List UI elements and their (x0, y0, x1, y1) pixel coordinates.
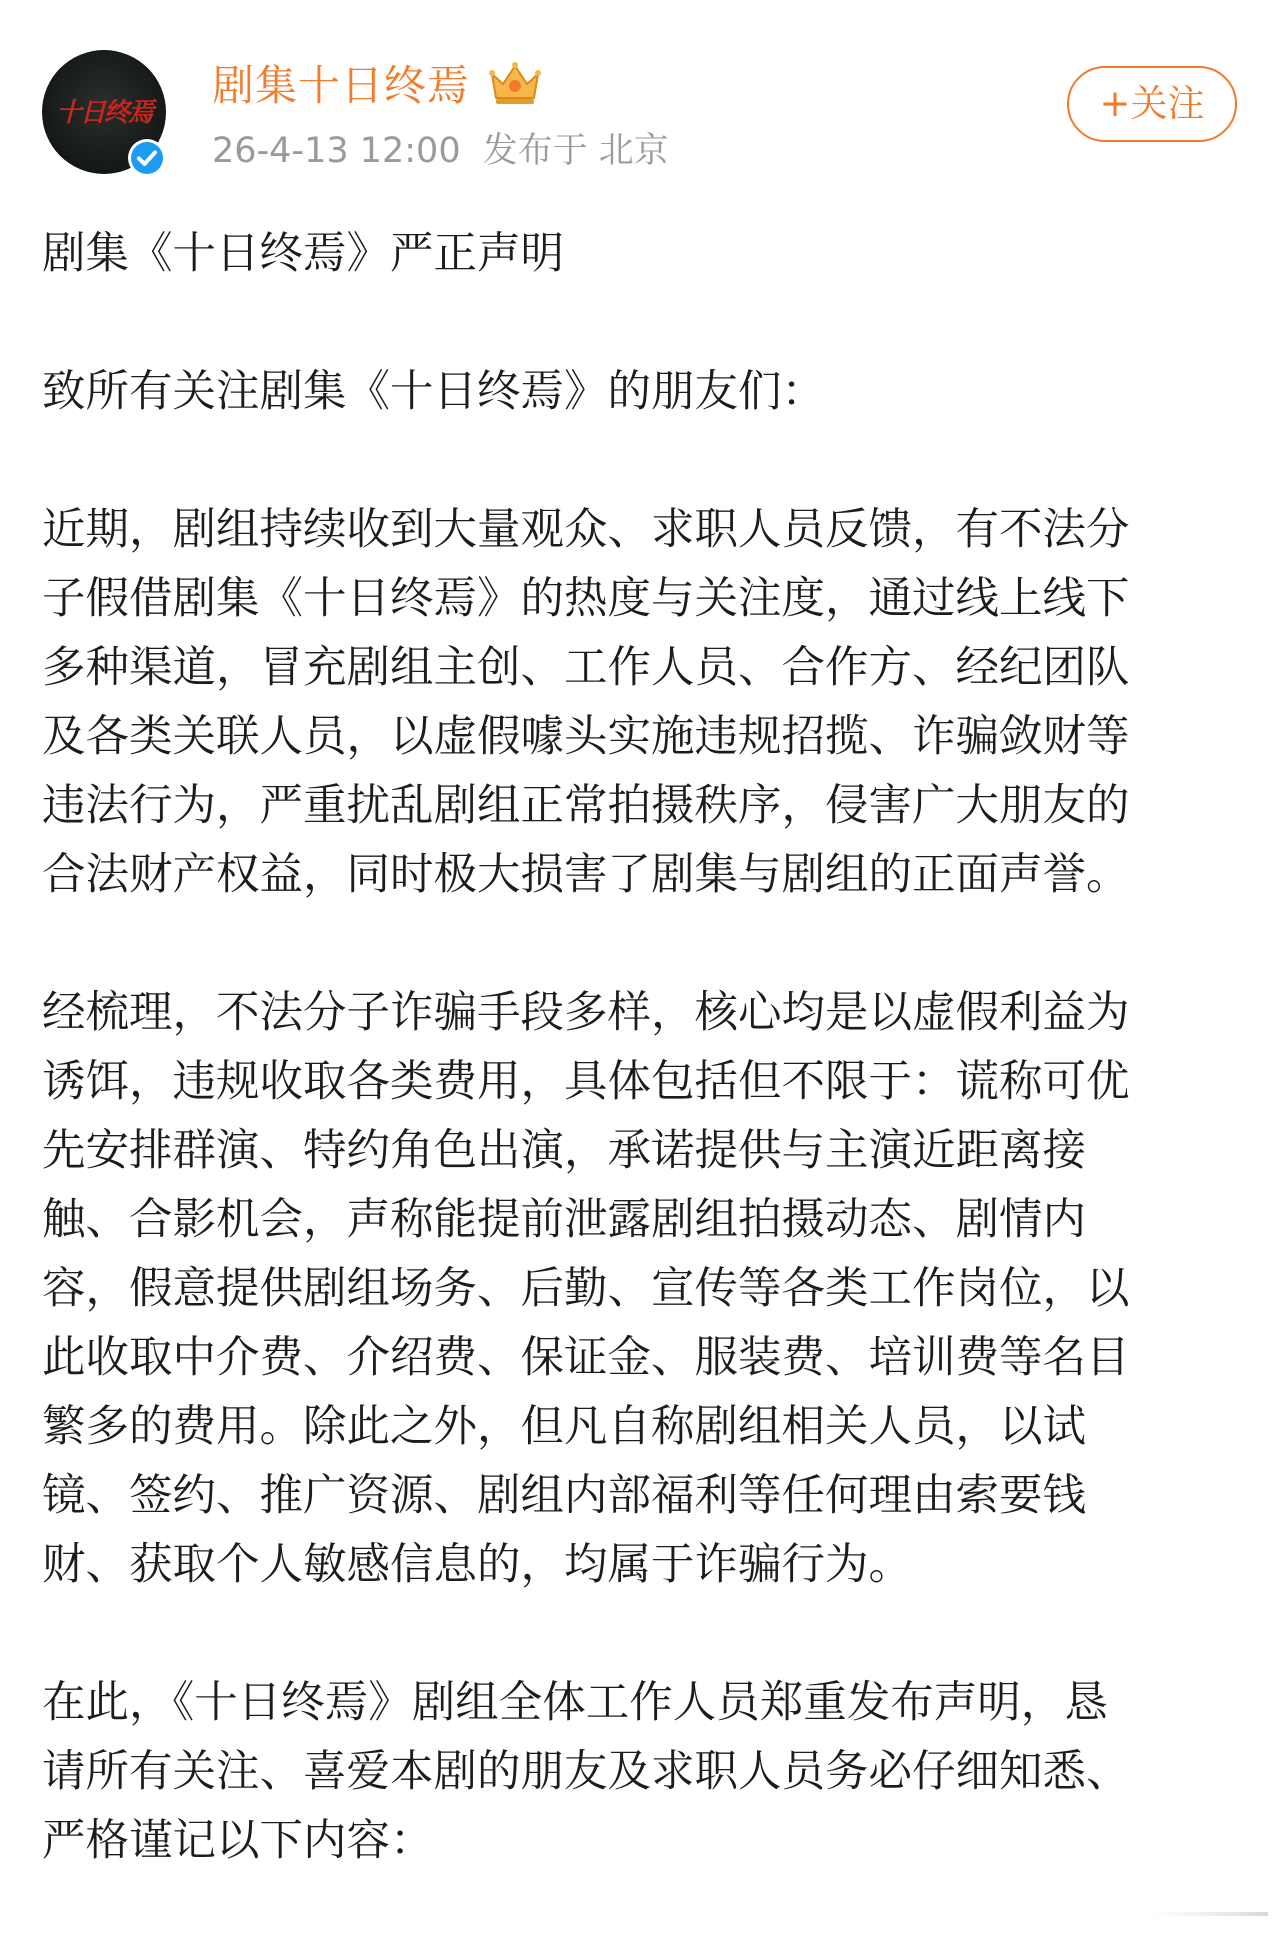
post-location: 发布于 北京 (482, 131, 669, 171)
text-line: 子假借剧集《十日终焉》的热度与关注度，通过线上线下 (42, 574, 1130, 624)
text-line: 请所有关注、喜爱本剧的朋友及求职人员务必仔细知悉、 (42, 1747, 1130, 1797)
text-line: 严格谨记以下内容： (42, 1816, 434, 1866)
text-line: 近期，剧组持续收到大量观众、求职人员反馈，有不法分 (42, 505, 1130, 555)
text-line: 镜、签约、推广资源、剧组内部福利等任何理由索要钱 (42, 1471, 1086, 1521)
text-line: 财、获取个人敏感信息的，均属于诈骗行为。 (42, 1540, 912, 1590)
follow-button[interactable]: +关注 (1067, 66, 1237, 142)
avatar-logo-art (50, 92, 158, 132)
text-line: 在此，《十日终焉》剧组全体工作人员郑重发布声明，恳 (42, 1678, 1108, 1728)
text-line: 合法财产权益，同时极大损害了剧集与剧组的正面声誉。 (42, 850, 1130, 900)
paragraph-1 (42, 496, 1242, 910)
fade-divider (1148, 1910, 1268, 1918)
author-name[interactable]: 剧集十日终焉 (212, 61, 471, 110)
text-line: 先安排群演、特约角色出演，承诺提供与主演近距离接 (42, 1126, 1086, 1176)
post-header (0, 0, 1284, 190)
svg-text:十日终焉: 十日终焉 (55, 98, 153, 128)
post-greeting: 致所有关注剧集《十日终焉》的朋友们： (42, 367, 825, 417)
text-line: 此收取中介费、介绍费、保证金、服装费、培训费等名目 (42, 1333, 1130, 1383)
text-line: 诱饵，违规收取各类费用，具体包括但不限于：谎称可优 (42, 1057, 1130, 1107)
crown-icon[interactable] (486, 60, 544, 108)
verified-badge-icon (128, 139, 166, 177)
paragraph-2 (42, 979, 1242, 1600)
post-timestamp: 26-4-13 12:00 (212, 131, 461, 171)
post-content (42, 220, 1242, 1876)
text-line: 多种渠道，冒充剧组主创、工作人员、合作方、经纪团队 (42, 643, 1130, 693)
post-meta (212, 128, 669, 174)
text-line: 触、合影机会，声称能提前泄露剧组拍摄动态、剧情内 (42, 1195, 1086, 1245)
paragraph-3 (42, 1669, 1242, 1876)
post-title: 剧集《十日终焉》严正声明 (42, 229, 564, 279)
text-line: 经梳理，不法分子诈骗手段多样，核心均是以虚假利益为 (42, 988, 1130, 1038)
text-line: 及各类关联人员，以虚假噱头实施违规招揽、诈骗敛财等 (42, 712, 1130, 762)
text-line: 违法行为，严重扰乱剧组正常拍摄秩序，侵害广大朋友的 (42, 781, 1130, 831)
text-line: 容，假意提供剧组场务、后勤、宣传等各类工作岗位，以 (42, 1264, 1130, 1314)
text-line: 繁多的费用。除此之外，但凡自称剧组相关人员，以试 (42, 1402, 1086, 1452)
